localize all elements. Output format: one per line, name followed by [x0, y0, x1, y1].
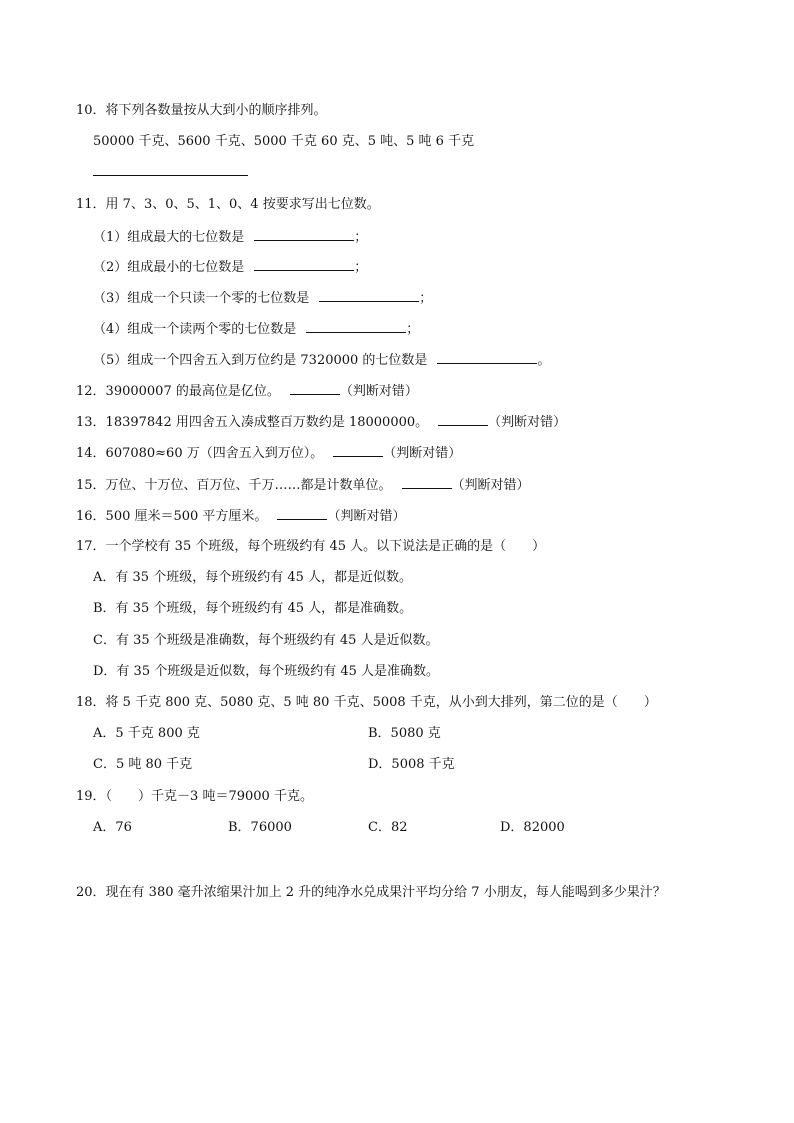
question-15-text: 15．万位、十万位、百万位、千万……都是计数单位。	[76, 478, 392, 493]
question-14-text: 14．607080≈60 万（四舍五入到万位）。	[76, 446, 324, 461]
question-18-close: ）	[643, 695, 657, 710]
question-11-title: 11．用 7、3、0、5、1、0、4 按要求写出七位数。	[76, 197, 380, 212]
part-2-text: （2）组成最小的七位数是	[93, 260, 245, 275]
question-17-close: ）	[532, 539, 546, 554]
question-18-option-d[interactable]: D．5008 千克	[368, 757, 455, 772]
question-19-option-d[interactable]: D．82000	[500, 820, 565, 835]
part-3-answer-blank[interactable]	[319, 289, 419, 302]
question-11-part-3	[93, 289, 432, 308]
question-12	[76, 382, 418, 401]
question-14	[76, 444, 461, 463]
part-3-end: ；	[419, 291, 433, 306]
question-10-items: 50000 千克、5600 千克、5000 千克 60 克、5 吨、5 吨 6 千克	[93, 134, 475, 149]
question-18-option-a[interactable]: A．5 千克 800 克	[93, 726, 200, 741]
question-10-answer-blank[interactable]	[93, 163, 248, 182]
question-18-title	[76, 694, 657, 712]
question-18-text: 18．将 5 千克 800 克、5080 克、5 吨 80 千克、5008 千克，从小到大排列，第二位的是（	[76, 695, 618, 710]
question-19-text: ）千克－3 吨＝79000 千克。	[138, 789, 313, 804]
question-15	[76, 476, 530, 495]
question-18-option-c[interactable]: C．5 吨 80 千克	[93, 757, 193, 772]
part-3-text: （3）组成一个只读一个零的七位数是	[93, 291, 310, 306]
part-1-end: ；	[354, 230, 368, 245]
question-17-text: 17．一个学校有 35 个班级，每个班级约有 45 人。以下说法是正确的是（	[76, 539, 507, 554]
part-5-text: （5）组成一个四舍五入到万位约是 7320000 的七位数是	[93, 353, 428, 368]
question-11-part-1	[93, 228, 367, 247]
question-14-answer-blank[interactable]	[333, 444, 383, 457]
question-12-answer-blank[interactable]	[290, 382, 340, 395]
question-17-title	[76, 538, 545, 556]
part-4-text: （4）组成一个读两个零的七位数是	[93, 322, 297, 337]
question-20: 20．现在有 380 毫升浓缩果汁加上 2 升的纯净水兑成果汁平均分给 7 小朋友，每人能喝到多少果汁？	[76, 885, 666, 900]
part-2-end: ；	[354, 260, 368, 275]
part-5-answer-blank[interactable]	[437, 351, 537, 364]
question-17-option-d[interactable]: D．有 35 个班级是近似数，每个班级约有 45 人是准确数。	[93, 664, 440, 679]
question-17-option-c[interactable]: C．有 35 个班级是准确数，每个班级约有 45 人是近似数。	[93, 633, 439, 648]
judge-suffix: （判断对错）	[488, 415, 567, 430]
part-4-answer-blank[interactable]	[306, 320, 406, 333]
question-16-answer-blank[interactable]	[277, 507, 327, 520]
question-13-answer-blank[interactable]	[438, 413, 488, 426]
question-13-text: 13．18397842 用四舍五入凑成整百万数约是 18000000。	[76, 415, 429, 430]
question-19-open: 19．（	[76, 789, 113, 804]
part-1-text: （1）组成最大的七位数是	[93, 230, 245, 245]
question-10-title: 10．将下列各数量按从大到小的顺序排列。	[76, 103, 327, 118]
question-11-part-4	[93, 320, 419, 339]
question-12-text: 12．39000007 的最高位是亿位。	[76, 384, 280, 399]
question-19-option-a[interactable]: A．76	[93, 820, 132, 835]
part-2-answer-blank[interactable]	[254, 258, 354, 271]
part-4-end: ；	[406, 322, 420, 337]
judge-suffix: （判断对错）	[383, 446, 462, 461]
question-15-answer-blank[interactable]	[402, 476, 452, 489]
judge-suffix: （判断对错）	[451, 478, 530, 493]
question-16	[76, 507, 405, 526]
question-19-title	[76, 788, 313, 806]
question-11-part-5	[93, 351, 550, 370]
question-16-text: 16．500 厘米＝500 平方厘米。	[76, 509, 268, 524]
question-11-part-2	[93, 258, 367, 277]
part-1-answer-blank[interactable]	[254, 228, 354, 241]
question-17-option-b[interactable]: B．有 35 个班级，每个班级约有 45 人，都是准确数。	[93, 601, 413, 616]
question-13	[76, 413, 566, 432]
judge-suffix: （判断对错）	[339, 384, 418, 399]
question-19-option-c[interactable]: C．82	[368, 820, 408, 835]
question-19-option-b[interactable]: B．76000	[228, 820, 292, 835]
question-17-option-a[interactable]: A．有 35 个班级，每个班级约有 45 人，都是近似数。	[93, 570, 413, 585]
judge-suffix: （判断对错）	[327, 509, 406, 524]
part-5-end: 。	[537, 353, 551, 368]
question-18-option-b[interactable]: B．5080 克	[368, 726, 441, 741]
